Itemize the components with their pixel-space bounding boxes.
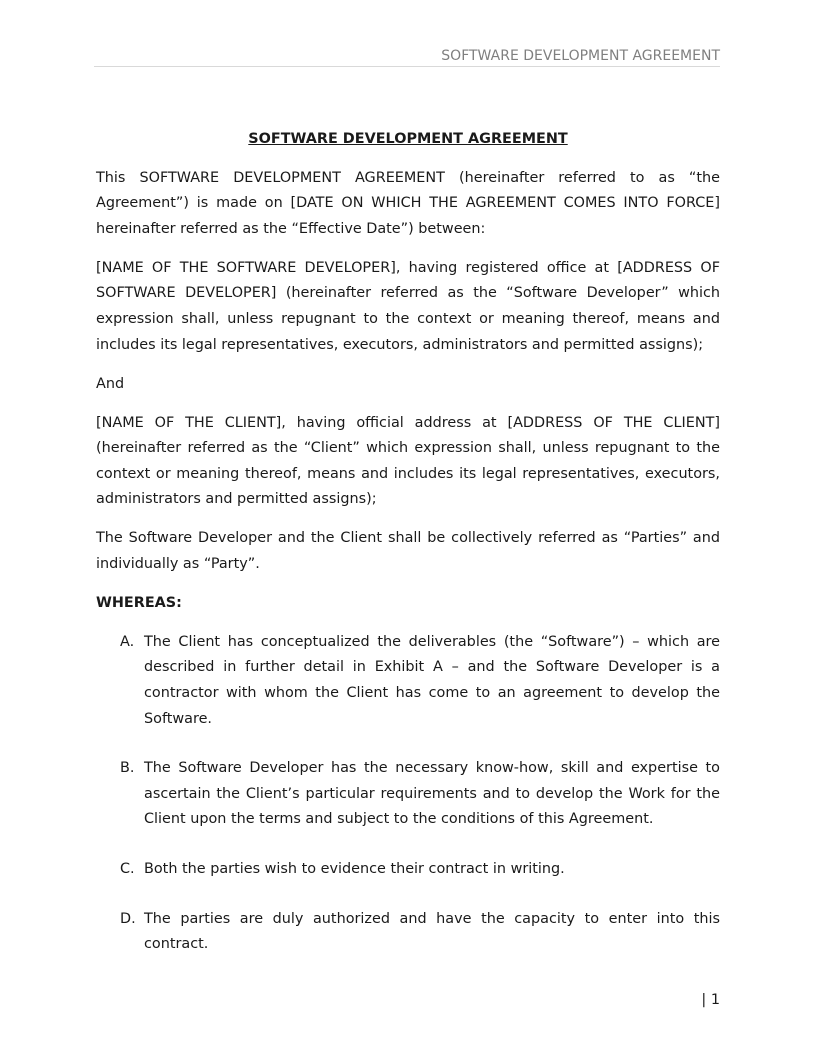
developer-party-paragraph: [NAME OF THE SOFTWARE DEVELOPER], having registered office at [ADDRESS OF SOFTWARE DEVELOPER] (hereinafter referred as the “Software Developer” which expression shall, unless repugnant to the context or meaning thereof, means and includes its legal representatives, executors, administrators and permitted assigns); [96, 259, 720, 353]
list-item [96, 630, 720, 732]
page-header [94, 47, 720, 67]
list-item [96, 857, 720, 883]
recital-marker: D. [120, 910, 136, 927]
page-number: | 1 [701, 992, 720, 1008]
recital-marker: C. [120, 861, 135, 877]
client-party-paragraph: [NAME OF THE CLIENT], having official address at [ADDRESS OF THE CLIENT] (hereinafter referred as the “Client” which expression shall, unless repugnant to the context or meaning thereof, means and includes its legal representatives, executors, administrators and permitted assigns); [96, 414, 720, 508]
recital-text: The parties are duly authorized and have the capacity to enter into this contract. [144, 910, 720, 953]
parties-definition-paragraph: The Software Developer and the Client shall be collectively referred as “Parties” and individually as “Party”. [96, 530, 720, 572]
recital-marker: B. [120, 760, 135, 777]
list-item [96, 756, 720, 833]
list-item [96, 907, 720, 958]
conjunction-paragraph: And [96, 375, 125, 392]
recital-text: The Client has conceptualized the deliverables (the “Software”) – which are described in further detail in Exhibit A – and the Software Developer is a contractor with whom the Client has come to an agreement to develop the Software. [144, 633, 720, 727]
document-title: SOFTWARE DEVELOPMENT AGREEMENT [248, 131, 568, 147]
document-body [96, 127, 720, 982]
running-title: SOFTWARE DEVELOPMENT AGREEMENT [441, 48, 720, 64]
recital-text: The Software Developer has the necessary know-how, skill and expertise to ascertain the Client’s particular requirements and to develop the Work for the Client upon the terms and subject to the conditions of this Agreement. [144, 760, 720, 828]
recital-text: Both the parties wish to evidence their contract in writing. [144, 861, 565, 877]
whereas-heading: WHEREAS: [96, 594, 182, 611]
recital-marker: A. [120, 633, 135, 650]
recitals-list [96, 630, 720, 958]
preamble-paragraph: This SOFTWARE DEVELOPMENT AGREEMENT (hereinafter referred to as “the Agreement”) is made on [DATE ON WHICH THE AGREEMENT COMES INTO FORCE] hereinafter referred as the “Effective Date”) between: [96, 169, 720, 237]
